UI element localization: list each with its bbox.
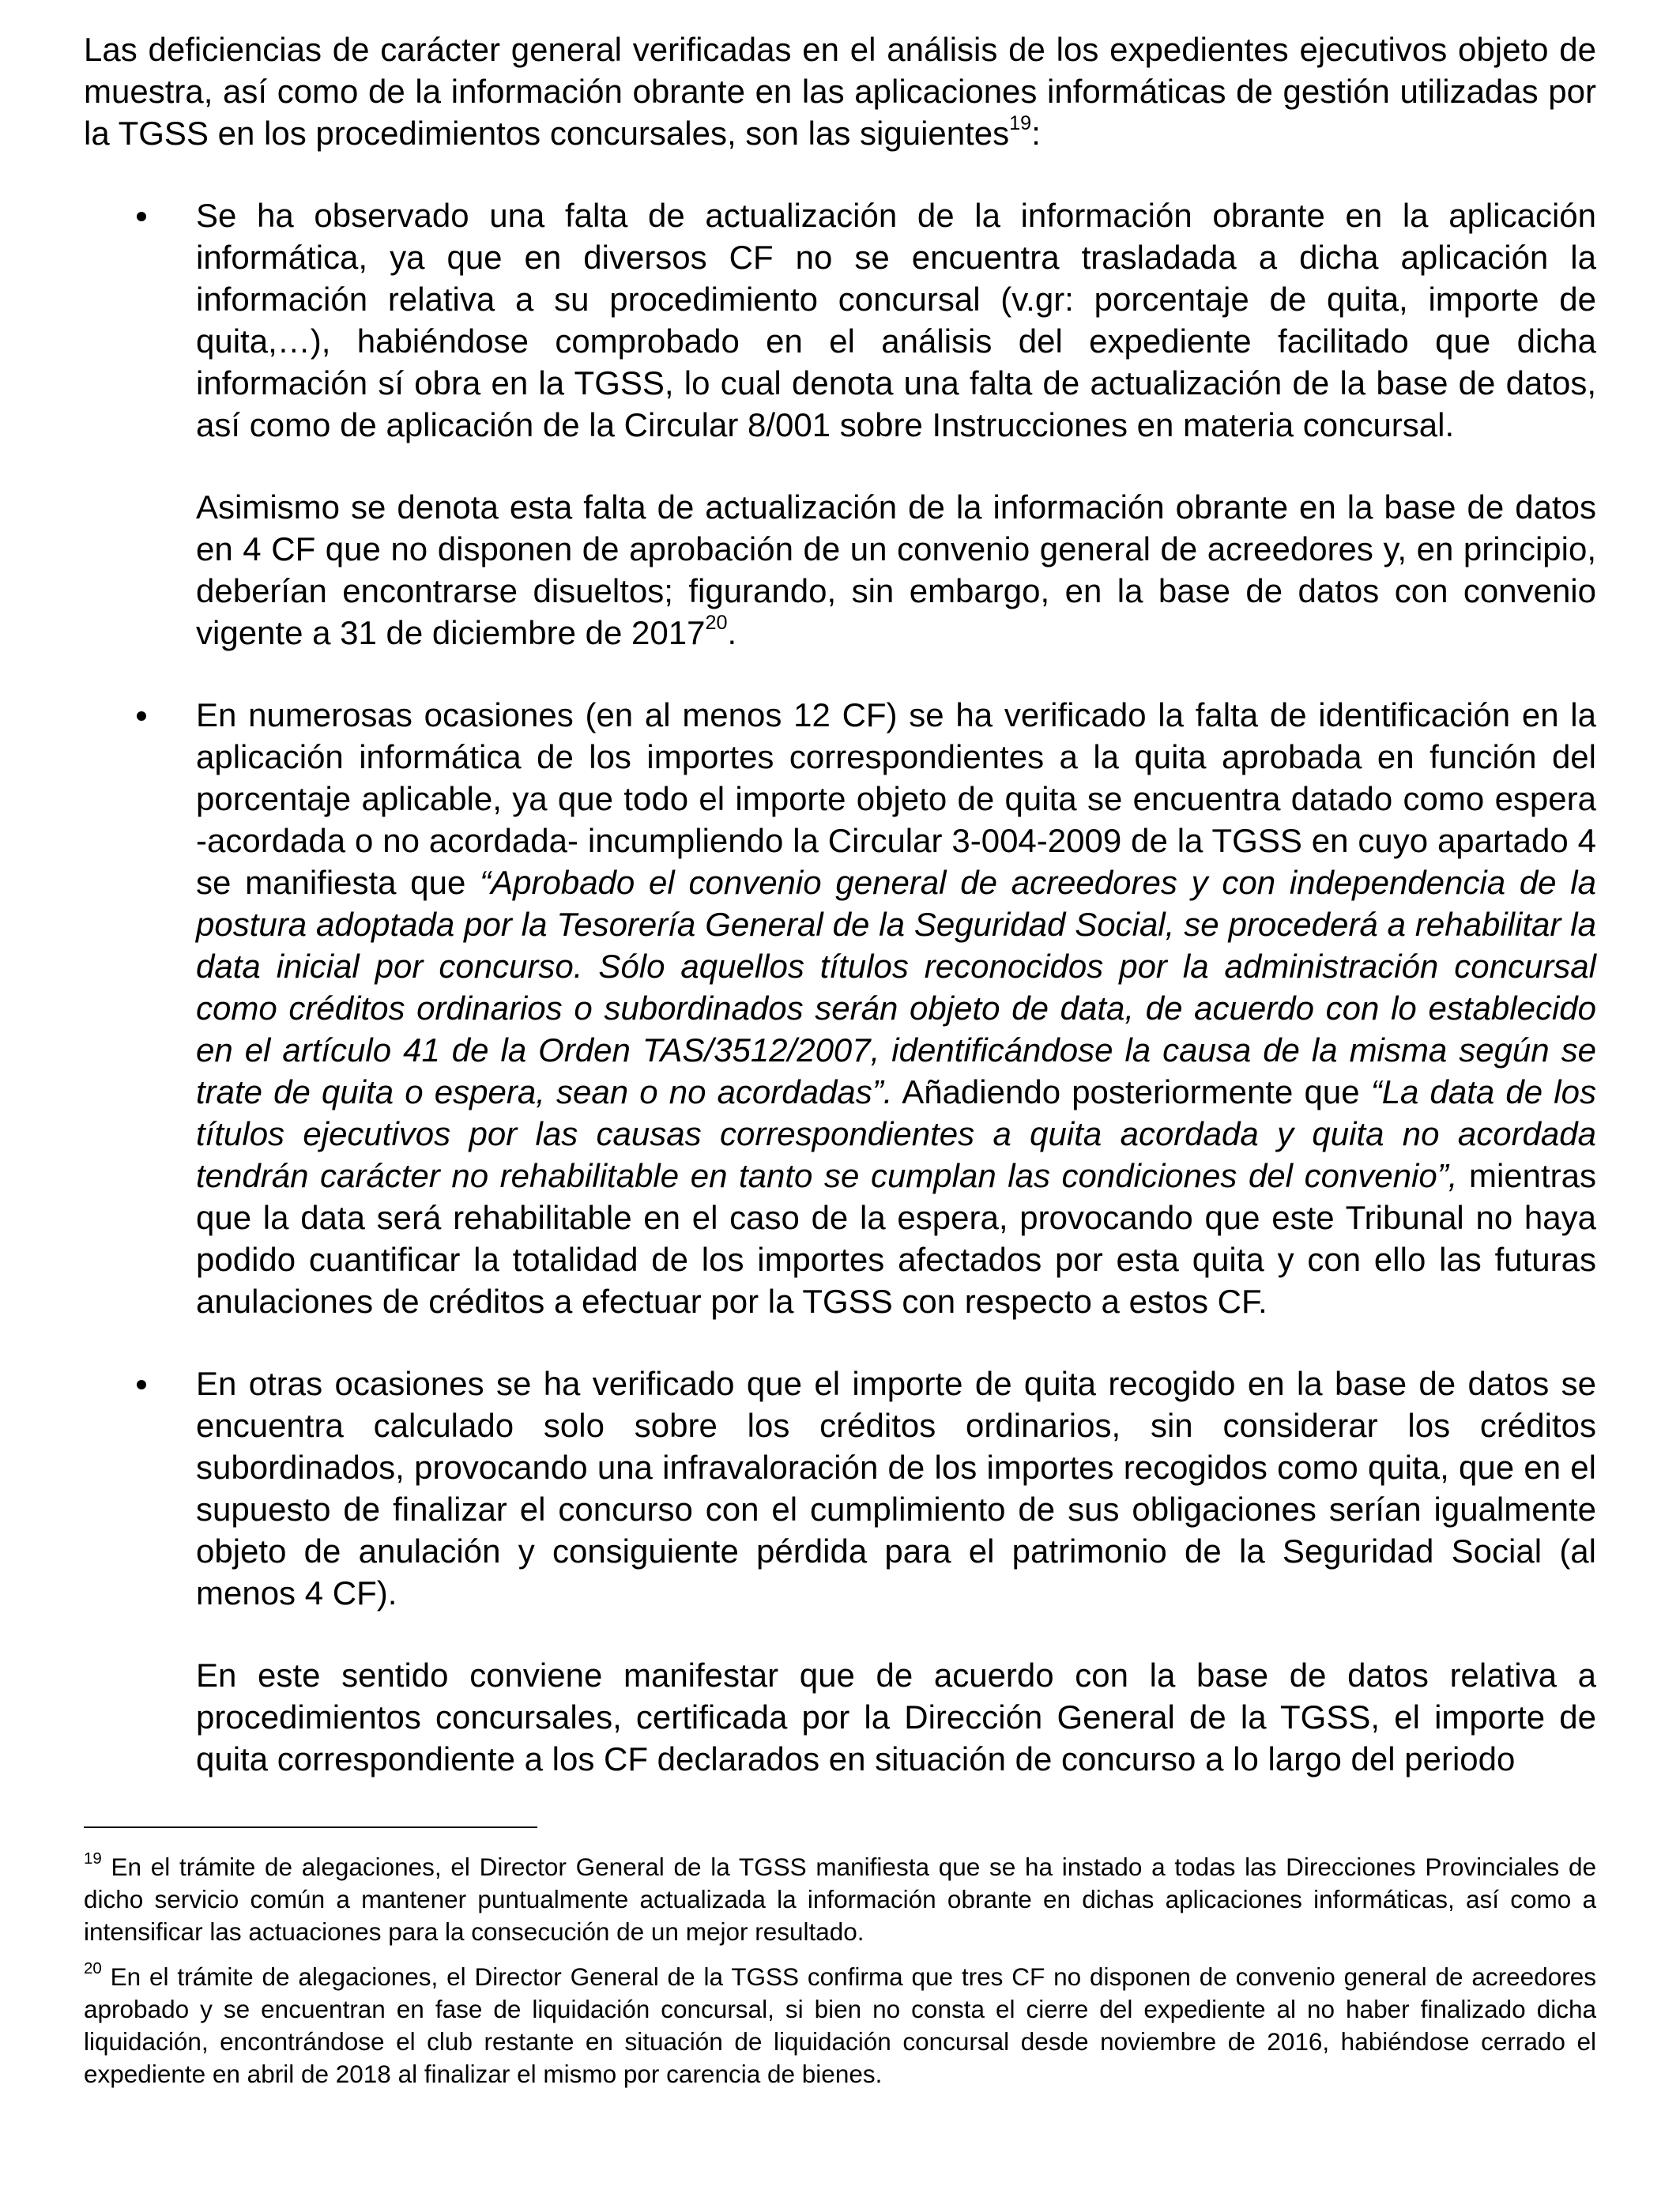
bullet-item-2 (196, 694, 1596, 1322)
bullet-1-text: Se ha observado una falta de actualización de la información obrante en la aplicación informática, ya que en diversos CF no se encuentra trasladada a dicha aplicación la información relativa a su procedimiento concursal (v.gr: porcentaje de quita, importe de quita,…), habiéndose comprobado en el análisis del expediente facilitado que dicha información sí obra en la TGSS, lo cual denota una falta de actualización de la base de datos, así como de aplicación de la Circular 8/001 sobre Instrucciones en materia concursal. (196, 197, 1596, 443)
footnote-number: 20 (84, 1959, 102, 1978)
intro-text: Las deficiencias de carácter general verificadas en el análisis de los expedientes ejecutivos objeto de muestra, así como de la información obrante en las aplicaciones informáticas de gestión utilizadas por la TGSS en los procedimientos concursales, son las siguientes (84, 31, 1596, 152)
footnote-text: En el trámite de alegaciones, el Director General de la TGSS manifiesta que se ha instado a todas las Direcciones Provinciales de dicho servicio común a mantener puntualmente actualizada la información obrante en dichas aplicaciones informáticas, así como a intensificar las actuaciones para la consecución de un mejor resultado. (84, 1853, 1596, 1946)
bullet-item-1 (196, 194, 1596, 446)
bullet-item-3 (196, 1363, 1596, 1614)
intro-paragraph (84, 28, 1596, 154)
bullet-1-followup (196, 486, 1596, 654)
bullet-2-quote2: “La data de los títulos ejecutivos por las causas correspondientes a quita acordada y quita no acordada tendrán carácter no rehabilitable en tanto se cumplan las condiciones del convenio”, (196, 1073, 1596, 1194)
bullet-3-text: En otras ocasiones se ha verificado que el importe de quita recogido en la base de datos se encuentra calculado solo sobre los créditos ordinarios, sin considerar los créditos subordinados, provocando una infravaloración de los importes recogidos como quita, que en el supuesto de finalizar el concurso con el cumplimiento de sus obligaciones serían igualmente objeto de anulación y consiguiente pérdida para el patrimonio de la Seguridad Social (al menos 4 CF). (196, 1365, 1596, 1612)
bullet-icon (137, 1380, 146, 1389)
footnote-number: 19 (84, 1849, 102, 1868)
bullet-2-text-part1: En numerosas ocasiones (en al menos 12 CF) se ha verificado la falta de identificación en la aplicación informática de los importes correspondientes a la quita aprobada en función del porcentaje aplicable, ya que todo el importe objeto de quita se encuentra datado como espera -acordada o no acordada- incumpliendo la Circular 3-004-2009 de la TGSS en cuyo apartado 4 se manifiesta que (196, 696, 1596, 901)
intro-tail: : (1031, 115, 1041, 152)
bullet-1-followup-tail: . (727, 614, 737, 651)
footnotes (84, 1851, 1596, 2090)
bullet-icon (137, 212, 146, 221)
bullet-1-followup-text: Asimismo se denota esta falta de actualización de la información obrante en la base de datos en 4 CF que no disponen de aprobación de un convenio general de acreedores y, en principio, deberían encontrarse disueltos; figurando, sin embargo, en la base de datos con convenio vigente a 31 de diciembre de 2017 (196, 488, 1596, 651)
bullet-3-followup (196, 1654, 1596, 1780)
bullet-3-followup-text: En este sentido conviene manifestar que de acuerdo con la base de datos relativa a procedimientos concursales, certificada por la Dirección General de la TGSS, el importe de quita correspondiente a los CF declarados en situación de concurso a lo largo del periodo (196, 1657, 1596, 1777)
bullet-2-text-part3: mientras que la data será rehabilitable en el caso de la espera, provocando que este Tribunal no haya podido cuantificar la totalidad de los importes afectados por esta quita y con ello las futuras anulaciones de créditos a efectuar por la TGSS con respecto a estos CF. (196, 1157, 1597, 1320)
bullet-icon (137, 711, 146, 721)
footnote-ref-19[interactable]: 19 (1009, 112, 1032, 135)
document-body (84, 28, 1596, 1780)
bullet-2-text-part2: Añadiendo posteriormente que (892, 1073, 1371, 1110)
footnote-19 (84, 1851, 1596, 1948)
footnote-ref-20[interactable]: 20 (705, 612, 728, 635)
bullet-2-quote1: “Aprobado el convenio general de acreedores y con independencia de la postura adoptada por la Tesorería General de la Seguridad Social, se procederá a rehabilitar la data inicial por concurso. Sólo aquellos títulos reconocidos por la administración concursal como créditos ordinarios o subordinados serán objeto de data, de acuerdo con lo establecido en el artículo 41 de la Orden TAS/3512/2007, identificándose la causa de la misma según se trate de quita o espera, sean o no acordadas”. (196, 864, 1596, 1110)
footnote-20 (84, 1961, 1596, 2090)
footnote-text: En el trámite de alegaciones, el Director General de la TGSS confirma que tres CF no disponen de convenio general de acreedores aprobado y se encuentran en fase de liquidación concursal, si bien no consta el cierre del expediente al no haber finalizado dicha liquidación, encontrándose el club restante en situación de liquidación concursal desde noviembre de 2016, habiéndose cerrado el expediente en abril de 2018 al finalizar el mismo por carencia de bienes. (84, 1962, 1596, 2088)
footnote-separator (84, 1826, 537, 1828)
